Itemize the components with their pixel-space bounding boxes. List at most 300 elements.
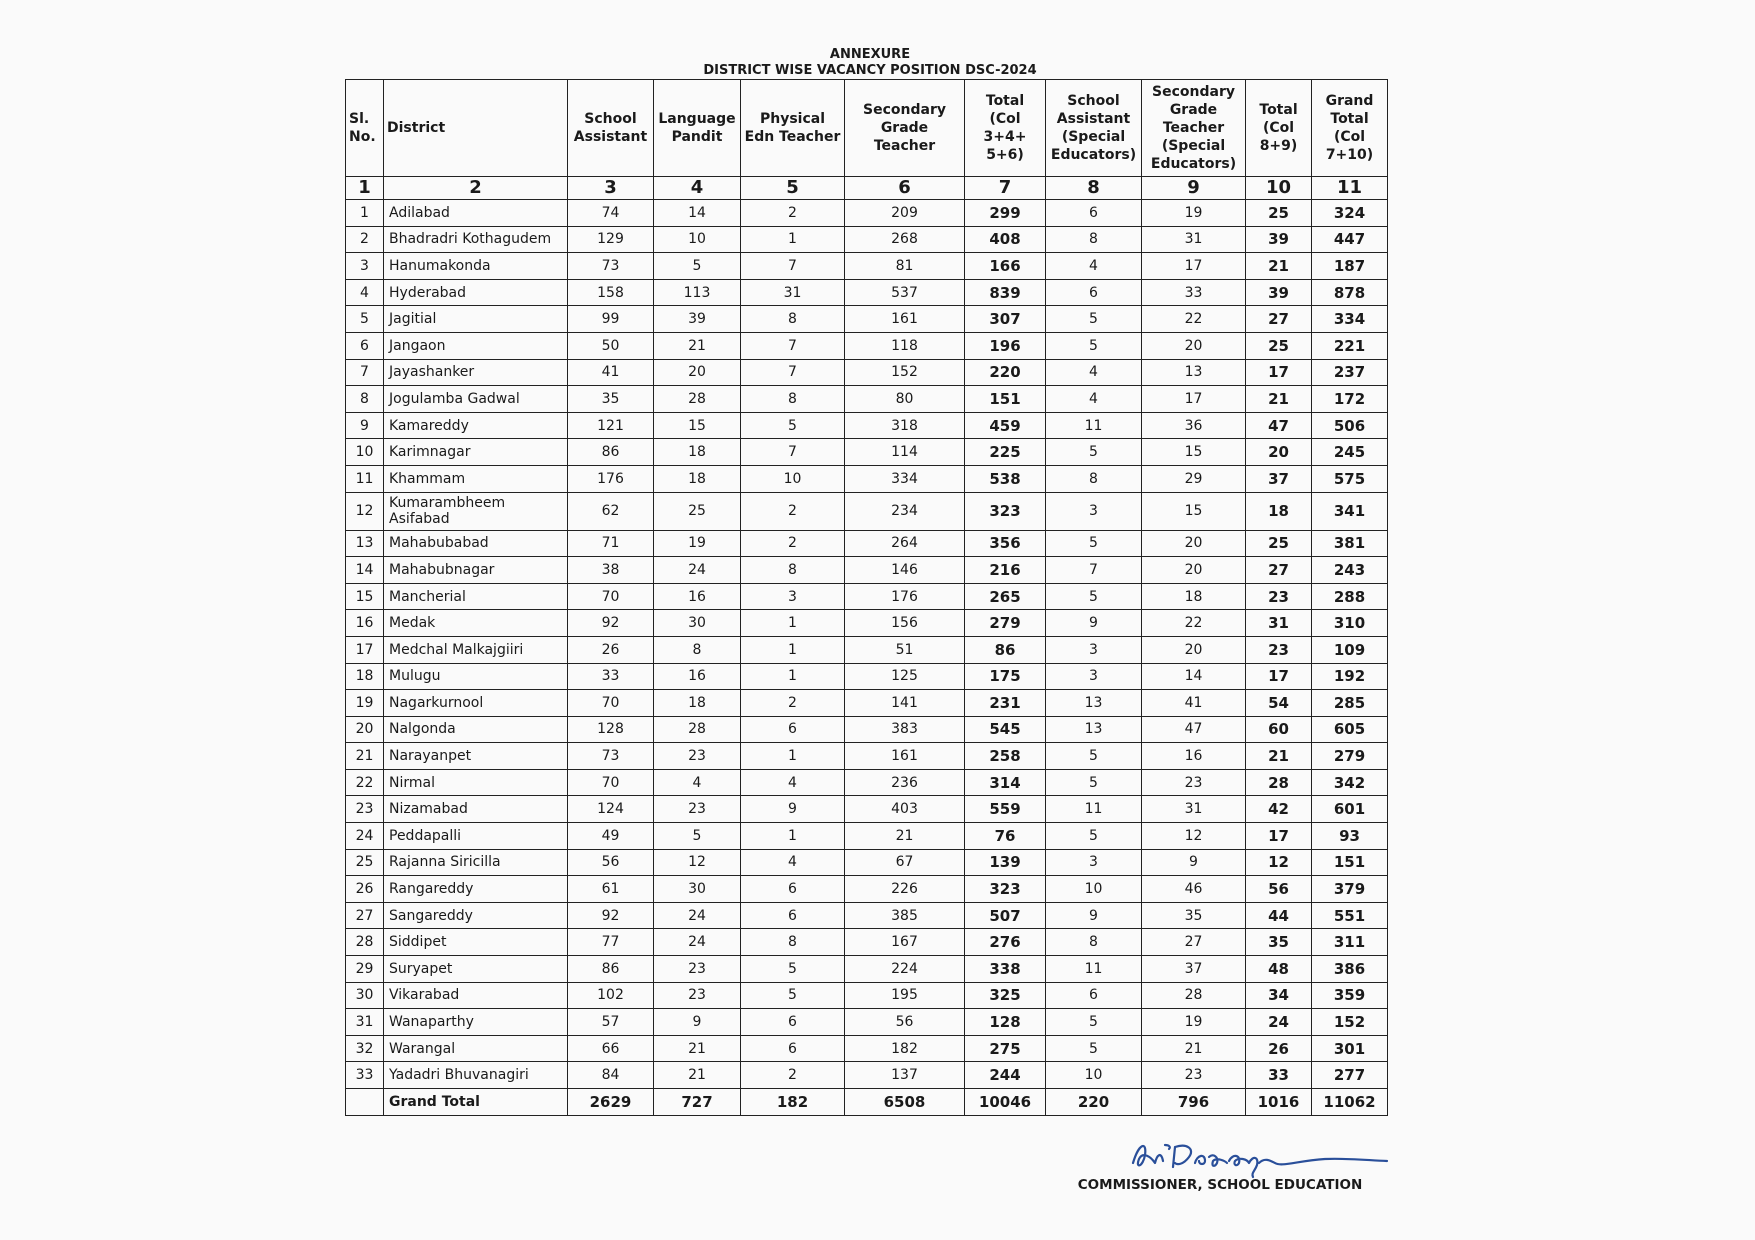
col-header-sa-special-educators: School Assistant (Special Educators) bbox=[1046, 80, 1142, 177]
district-name-cell: Rajanna Siricilla bbox=[384, 849, 568, 876]
value-cell: 14 bbox=[654, 200, 741, 227]
value-cell: 1 bbox=[741, 610, 845, 637]
col-header-total-3-6: Total (Col 3+4+ 5+6) bbox=[965, 80, 1046, 177]
value-cell: 60 bbox=[1246, 716, 1312, 743]
table-row bbox=[346, 743, 1388, 770]
table-row bbox=[346, 439, 1388, 466]
value-cell: 25 bbox=[654, 492, 741, 530]
value-cell: 264 bbox=[845, 530, 965, 557]
value-cell: 81 bbox=[845, 253, 965, 280]
document-title: DISTRICT WISE VACANCY POSITION DSC-2024 bbox=[703, 63, 1037, 78]
value-cell: 35 bbox=[1246, 929, 1312, 956]
district-name-cell: Rangareddy bbox=[384, 876, 568, 903]
value-cell: 19 bbox=[654, 530, 741, 557]
value-cell: 31 bbox=[1246, 610, 1312, 637]
district-name-cell: Bhadradri Kothagudem bbox=[384, 226, 568, 253]
district-name-cell: Suryapet bbox=[384, 956, 568, 983]
col-number: 9 bbox=[1142, 177, 1246, 200]
value-cell: 224 bbox=[845, 956, 965, 983]
value-cell: 1 bbox=[741, 226, 845, 253]
value-cell: 225 bbox=[965, 439, 1046, 466]
value-cell: 275 bbox=[965, 1035, 1046, 1062]
value-cell: 22 bbox=[1142, 306, 1246, 333]
value-cell: 8 bbox=[741, 306, 845, 333]
value-cell: 8 bbox=[741, 557, 845, 584]
value-cell: 10 bbox=[1046, 876, 1142, 903]
sl-no-cell: 33 bbox=[346, 1062, 384, 1089]
value-cell: 8 bbox=[741, 386, 845, 413]
cell: 220 bbox=[1046, 1089, 1142, 1116]
value-cell: 35 bbox=[1142, 902, 1246, 929]
district-name-cell: Nalgonda bbox=[384, 716, 568, 743]
value-cell: 507 bbox=[965, 902, 1046, 929]
sl-no-cell: 17 bbox=[346, 636, 384, 663]
value-cell: 6 bbox=[741, 902, 845, 929]
sl-no-cell: 27 bbox=[346, 902, 384, 929]
value-cell: 23 bbox=[654, 743, 741, 770]
table-header-row bbox=[346, 80, 1388, 177]
value-cell: 187 bbox=[1312, 253, 1388, 280]
table-body bbox=[346, 200, 1388, 1089]
value-cell: 5 bbox=[1046, 583, 1142, 610]
value-cell: 21 bbox=[1142, 1035, 1246, 1062]
district-name-cell: Jagitial bbox=[384, 306, 568, 333]
col-number: 6 bbox=[845, 177, 965, 200]
table-row bbox=[346, 982, 1388, 1009]
value-cell: 209 bbox=[845, 200, 965, 227]
value-cell: 20 bbox=[1142, 557, 1246, 584]
value-cell: 7 bbox=[1046, 557, 1142, 584]
value-cell: 86 bbox=[568, 439, 654, 466]
value-cell: 220 bbox=[965, 359, 1046, 386]
grand-total-row bbox=[346, 1089, 1388, 1116]
value-cell: 12 bbox=[1142, 823, 1246, 850]
value-cell: 30 bbox=[654, 610, 741, 637]
value-cell: 8 bbox=[741, 929, 845, 956]
value-cell: 92 bbox=[568, 902, 654, 929]
col-header-grand-total: Grand Total (Col 7+10) bbox=[1312, 80, 1388, 177]
table-row bbox=[346, 636, 1388, 663]
value-cell: 545 bbox=[965, 716, 1046, 743]
value-cell: 6 bbox=[741, 1035, 845, 1062]
value-cell: 11 bbox=[1046, 412, 1142, 439]
value-cell: 18 bbox=[1246, 492, 1312, 530]
vacancy-table bbox=[345, 79, 1388, 1116]
sl-no-cell: 15 bbox=[346, 583, 384, 610]
table-row bbox=[346, 1062, 1388, 1089]
table-row bbox=[346, 716, 1388, 743]
value-cell: 13 bbox=[1046, 716, 1142, 743]
sl-no-cell: 7 bbox=[346, 359, 384, 386]
value-cell: 3 bbox=[1046, 849, 1142, 876]
value-cell: 236 bbox=[845, 769, 965, 796]
value-cell: 318 bbox=[845, 412, 965, 439]
table-row bbox=[346, 849, 1388, 876]
value-cell: 74 bbox=[568, 200, 654, 227]
value-cell: 17 bbox=[1246, 823, 1312, 850]
value-cell: 23 bbox=[654, 796, 741, 823]
value-cell: 21 bbox=[1246, 386, 1312, 413]
value-cell: 70 bbox=[568, 769, 654, 796]
district-name-cell: Wanaparthy bbox=[384, 1009, 568, 1036]
value-cell: 37 bbox=[1142, 956, 1246, 983]
district-name-cell: Adilabad bbox=[384, 200, 568, 227]
value-cell: 125 bbox=[845, 663, 965, 690]
value-cell: 176 bbox=[845, 583, 965, 610]
value-cell: 46 bbox=[1142, 876, 1246, 903]
district-name-cell: Warangal bbox=[384, 1035, 568, 1062]
value-cell: 26 bbox=[568, 636, 654, 663]
value-cell: 24 bbox=[654, 902, 741, 929]
col-header-district: District bbox=[384, 80, 568, 177]
value-cell: 166 bbox=[965, 253, 1046, 280]
table-row bbox=[346, 796, 1388, 823]
district-name-cell: Mancherial bbox=[384, 583, 568, 610]
value-cell: 114 bbox=[845, 439, 965, 466]
value-cell: 334 bbox=[845, 465, 965, 492]
sl-no-cell: 9 bbox=[346, 412, 384, 439]
value-cell: 33 bbox=[1142, 279, 1246, 306]
value-cell: 61 bbox=[568, 876, 654, 903]
sl-no-cell: 26 bbox=[346, 876, 384, 903]
sl-no-cell: 12 bbox=[346, 492, 384, 530]
value-cell: 47 bbox=[1142, 716, 1246, 743]
value-cell: 7 bbox=[741, 359, 845, 386]
table-row bbox=[346, 663, 1388, 690]
value-cell: 234 bbox=[845, 492, 965, 530]
value-cell: 323 bbox=[965, 492, 1046, 530]
value-cell: 124 bbox=[568, 796, 654, 823]
value-cell: 268 bbox=[845, 226, 965, 253]
value-cell: 5 bbox=[741, 956, 845, 983]
cell: 11062 bbox=[1312, 1089, 1388, 1116]
value-cell: 226 bbox=[845, 876, 965, 903]
value-cell: 5 bbox=[1046, 332, 1142, 359]
value-cell: 5 bbox=[1046, 1035, 1142, 1062]
value-cell: 21 bbox=[1246, 253, 1312, 280]
value-cell: 277 bbox=[1312, 1062, 1388, 1089]
value-cell: 231 bbox=[965, 690, 1046, 717]
cell: 796 bbox=[1142, 1089, 1246, 1116]
value-cell: 80 bbox=[845, 386, 965, 413]
value-cell: 156 bbox=[845, 610, 965, 637]
value-cell: 70 bbox=[568, 583, 654, 610]
table-row bbox=[346, 690, 1388, 717]
col-number: 8 bbox=[1046, 177, 1142, 200]
cell: 10046 bbox=[965, 1089, 1046, 1116]
sl-no-cell: 21 bbox=[346, 743, 384, 770]
sl-no-cell: 28 bbox=[346, 929, 384, 956]
value-cell: 6 bbox=[741, 876, 845, 903]
value-cell: 195 bbox=[845, 982, 965, 1009]
col-header-language-pandit: Language Pandit bbox=[654, 80, 741, 177]
value-cell: 109 bbox=[1312, 636, 1388, 663]
value-cell: 299 bbox=[965, 200, 1046, 227]
value-cell: 73 bbox=[568, 253, 654, 280]
district-name-cell: Siddipet bbox=[384, 929, 568, 956]
value-cell: 25 bbox=[1246, 200, 1312, 227]
value-cell: 141 bbox=[845, 690, 965, 717]
district-name-cell: Nagarkurnool bbox=[384, 690, 568, 717]
district-name-cell: Mahabubnagar bbox=[384, 557, 568, 584]
value-cell: 93 bbox=[1312, 823, 1388, 850]
signatory-title: COMMISSIONER, SCHOOL EDUCATION bbox=[1077, 1177, 1363, 1193]
value-cell: 28 bbox=[654, 386, 741, 413]
value-cell: 33 bbox=[568, 663, 654, 690]
district-name-cell: Narayanpet bbox=[384, 743, 568, 770]
value-cell: 86 bbox=[965, 636, 1046, 663]
sl-no-cell: 16 bbox=[346, 610, 384, 637]
table-row bbox=[346, 465, 1388, 492]
value-cell: 129 bbox=[568, 226, 654, 253]
value-cell: 279 bbox=[1312, 743, 1388, 770]
value-cell: 5 bbox=[1046, 769, 1142, 796]
value-cell: 3 bbox=[1046, 492, 1142, 530]
value-cell: 21 bbox=[1246, 743, 1312, 770]
value-cell: 17 bbox=[1246, 359, 1312, 386]
sl-no-cell: 25 bbox=[346, 849, 384, 876]
value-cell: 334 bbox=[1312, 306, 1388, 333]
value-cell: 5 bbox=[654, 823, 741, 850]
col-header-physical-edn-teacher: Physical Edn Teacher bbox=[741, 80, 845, 177]
value-cell: 152 bbox=[845, 359, 965, 386]
table-row bbox=[346, 823, 1388, 850]
value-cell: 51 bbox=[845, 636, 965, 663]
value-cell: 310 bbox=[1312, 610, 1388, 637]
value-cell: 324 bbox=[1312, 200, 1388, 227]
col-header-secondary-grade-teacher: Secondary Grade Teacher bbox=[845, 80, 965, 177]
value-cell: 146 bbox=[845, 557, 965, 584]
value-cell: 128 bbox=[965, 1009, 1046, 1036]
district-name-cell: Nirmal bbox=[384, 769, 568, 796]
sl-no-cell: 1 bbox=[346, 200, 384, 227]
value-cell: 18 bbox=[1142, 583, 1246, 610]
col-number: 3 bbox=[568, 177, 654, 200]
district-name-cell: Kumarambheem Asifabad bbox=[384, 492, 568, 530]
value-cell: 2 bbox=[741, 1062, 845, 1089]
cell: 6508 bbox=[845, 1089, 965, 1116]
district-name-cell: Mulugu bbox=[384, 663, 568, 690]
value-cell: 11 bbox=[1046, 796, 1142, 823]
district-name-cell: Medchal Malkajgiiri bbox=[384, 636, 568, 663]
value-cell: 31 bbox=[1142, 226, 1246, 253]
value-cell: 237 bbox=[1312, 359, 1388, 386]
sl-no-cell: 24 bbox=[346, 823, 384, 850]
value-cell: 9 bbox=[1046, 610, 1142, 637]
value-cell: 338 bbox=[965, 956, 1046, 983]
district-name-cell: Kamareddy bbox=[384, 412, 568, 439]
sl-no-cell: 5 bbox=[346, 306, 384, 333]
value-cell: 23 bbox=[1246, 636, 1312, 663]
col-number: 2 bbox=[384, 177, 568, 200]
table-row bbox=[346, 332, 1388, 359]
table-row bbox=[346, 1035, 1388, 1062]
sl-no-cell: 29 bbox=[346, 956, 384, 983]
value-cell: 216 bbox=[965, 557, 1046, 584]
value-cell: 73 bbox=[568, 743, 654, 770]
sl-no-cell: 3 bbox=[346, 253, 384, 280]
value-cell: 245 bbox=[1312, 439, 1388, 466]
value-cell: 19 bbox=[1142, 200, 1246, 227]
table-row bbox=[346, 226, 1388, 253]
value-cell: 601 bbox=[1312, 796, 1388, 823]
value-cell: 403 bbox=[845, 796, 965, 823]
value-cell: 9 bbox=[654, 1009, 741, 1036]
table-row bbox=[346, 359, 1388, 386]
sl-no-cell: 20 bbox=[346, 716, 384, 743]
sl-no-cell: 19 bbox=[346, 690, 384, 717]
district-name-cell: Jangaon bbox=[384, 332, 568, 359]
district-name-cell: Jogulamba Gadwal bbox=[384, 386, 568, 413]
value-cell: 341 bbox=[1312, 492, 1388, 530]
value-cell: 128 bbox=[568, 716, 654, 743]
value-cell: 161 bbox=[845, 743, 965, 770]
value-cell: 285 bbox=[1312, 690, 1388, 717]
value-cell: 551 bbox=[1312, 902, 1388, 929]
value-cell: 2 bbox=[741, 200, 845, 227]
value-cell: 5 bbox=[1046, 306, 1142, 333]
value-cell: 279 bbox=[965, 610, 1046, 637]
value-cell: 7 bbox=[741, 439, 845, 466]
table-row bbox=[346, 956, 1388, 983]
value-cell: 839 bbox=[965, 279, 1046, 306]
value-cell: 62 bbox=[568, 492, 654, 530]
value-cell: 76 bbox=[965, 823, 1046, 850]
value-cell: 92 bbox=[568, 610, 654, 637]
value-cell: 16 bbox=[654, 663, 741, 690]
value-cell: 276 bbox=[965, 929, 1046, 956]
value-cell: 36 bbox=[1142, 412, 1246, 439]
value-cell: 18 bbox=[654, 465, 741, 492]
value-cell: 1 bbox=[741, 743, 845, 770]
table-row bbox=[346, 583, 1388, 610]
value-cell: 307 bbox=[965, 306, 1046, 333]
value-cell: 1 bbox=[741, 636, 845, 663]
column-number-row bbox=[346, 177, 1388, 200]
value-cell: 17 bbox=[1246, 663, 1312, 690]
value-cell: 408 bbox=[965, 226, 1046, 253]
sl-no-cell: 4 bbox=[346, 279, 384, 306]
value-cell: 359 bbox=[1312, 982, 1388, 1009]
value-cell: 192 bbox=[1312, 663, 1388, 690]
value-cell: 20 bbox=[1142, 530, 1246, 557]
cell bbox=[346, 1089, 384, 1116]
value-cell: 37 bbox=[1246, 465, 1312, 492]
sl-no-cell: 2 bbox=[346, 226, 384, 253]
value-cell: 196 bbox=[965, 332, 1046, 359]
table-row bbox=[346, 876, 1388, 903]
value-cell: 25 bbox=[1246, 530, 1312, 557]
value-cell: 5 bbox=[1046, 743, 1142, 770]
sl-no-cell: 13 bbox=[346, 530, 384, 557]
value-cell: 1 bbox=[741, 663, 845, 690]
value-cell: 878 bbox=[1312, 279, 1388, 306]
value-cell: 459 bbox=[965, 412, 1046, 439]
value-cell: 5 bbox=[1046, 1009, 1142, 1036]
value-cell: 23 bbox=[1246, 583, 1312, 610]
value-cell: 23 bbox=[654, 956, 741, 983]
sl-no-cell: 10 bbox=[346, 439, 384, 466]
value-cell: 2 bbox=[741, 530, 845, 557]
value-cell: 5 bbox=[741, 412, 845, 439]
value-cell: 10 bbox=[1046, 1062, 1142, 1089]
value-cell: 158 bbox=[568, 279, 654, 306]
value-cell: 57 bbox=[568, 1009, 654, 1036]
value-cell: 6 bbox=[741, 1009, 845, 1036]
sl-no-cell: 23 bbox=[346, 796, 384, 823]
value-cell: 176 bbox=[568, 465, 654, 492]
value-cell: 18 bbox=[654, 439, 741, 466]
value-cell: 9 bbox=[1142, 849, 1246, 876]
table-row bbox=[346, 386, 1388, 413]
value-cell: 21 bbox=[654, 1035, 741, 1062]
value-cell: 137 bbox=[845, 1062, 965, 1089]
grand-total-label: Grand Total bbox=[384, 1089, 568, 1116]
value-cell: 8 bbox=[1046, 465, 1142, 492]
sl-no-cell: 22 bbox=[346, 769, 384, 796]
value-cell: 23 bbox=[654, 982, 741, 1009]
value-cell: 386 bbox=[1312, 956, 1388, 983]
cell: 727 bbox=[654, 1089, 741, 1116]
table-row bbox=[346, 279, 1388, 306]
value-cell: 35 bbox=[568, 386, 654, 413]
district-name-cell: Yadadri Bhuvanagiri bbox=[384, 1062, 568, 1089]
value-cell: 16 bbox=[1142, 743, 1246, 770]
district-name-cell: Karimnagar bbox=[384, 439, 568, 466]
value-cell: 31 bbox=[741, 279, 845, 306]
value-cell: 8 bbox=[1046, 226, 1142, 253]
value-cell: 221 bbox=[1312, 332, 1388, 359]
value-cell: 538 bbox=[965, 465, 1046, 492]
value-cell: 9 bbox=[741, 796, 845, 823]
value-cell: 16 bbox=[654, 583, 741, 610]
district-name-cell: Khammam bbox=[384, 465, 568, 492]
value-cell: 172 bbox=[1312, 386, 1388, 413]
value-cell: 70 bbox=[568, 690, 654, 717]
value-cell: 2 bbox=[741, 492, 845, 530]
value-cell: 161 bbox=[845, 306, 965, 333]
value-cell: 605 bbox=[1312, 716, 1388, 743]
value-cell: 20 bbox=[1142, 636, 1246, 663]
cell: 1016 bbox=[1246, 1089, 1312, 1116]
value-cell: 23 bbox=[1142, 1062, 1246, 1089]
value-cell: 20 bbox=[1246, 439, 1312, 466]
cell: 182 bbox=[741, 1089, 845, 1116]
value-cell: 5 bbox=[1046, 439, 1142, 466]
cell: 2629 bbox=[568, 1089, 654, 1116]
value-cell: 66 bbox=[568, 1035, 654, 1062]
value-cell: 25 bbox=[1246, 332, 1312, 359]
table-row bbox=[346, 492, 1388, 530]
value-cell: 4 bbox=[1046, 359, 1142, 386]
value-cell: 24 bbox=[1246, 1009, 1312, 1036]
value-cell: 71 bbox=[568, 530, 654, 557]
table-row bbox=[346, 929, 1388, 956]
value-cell: 151 bbox=[1312, 849, 1388, 876]
value-cell: 18 bbox=[654, 690, 741, 717]
value-cell: 41 bbox=[1142, 690, 1246, 717]
col-number: 1 bbox=[346, 177, 384, 200]
value-cell: 27 bbox=[1142, 929, 1246, 956]
document-heading bbox=[690, 47, 1050, 79]
value-cell: 121 bbox=[568, 412, 654, 439]
value-cell: 2 bbox=[741, 690, 845, 717]
value-cell: 151 bbox=[965, 386, 1046, 413]
value-cell: 4 bbox=[741, 849, 845, 876]
value-cell: 21 bbox=[654, 1062, 741, 1089]
value-cell: 182 bbox=[845, 1035, 965, 1062]
value-cell: 77 bbox=[568, 929, 654, 956]
